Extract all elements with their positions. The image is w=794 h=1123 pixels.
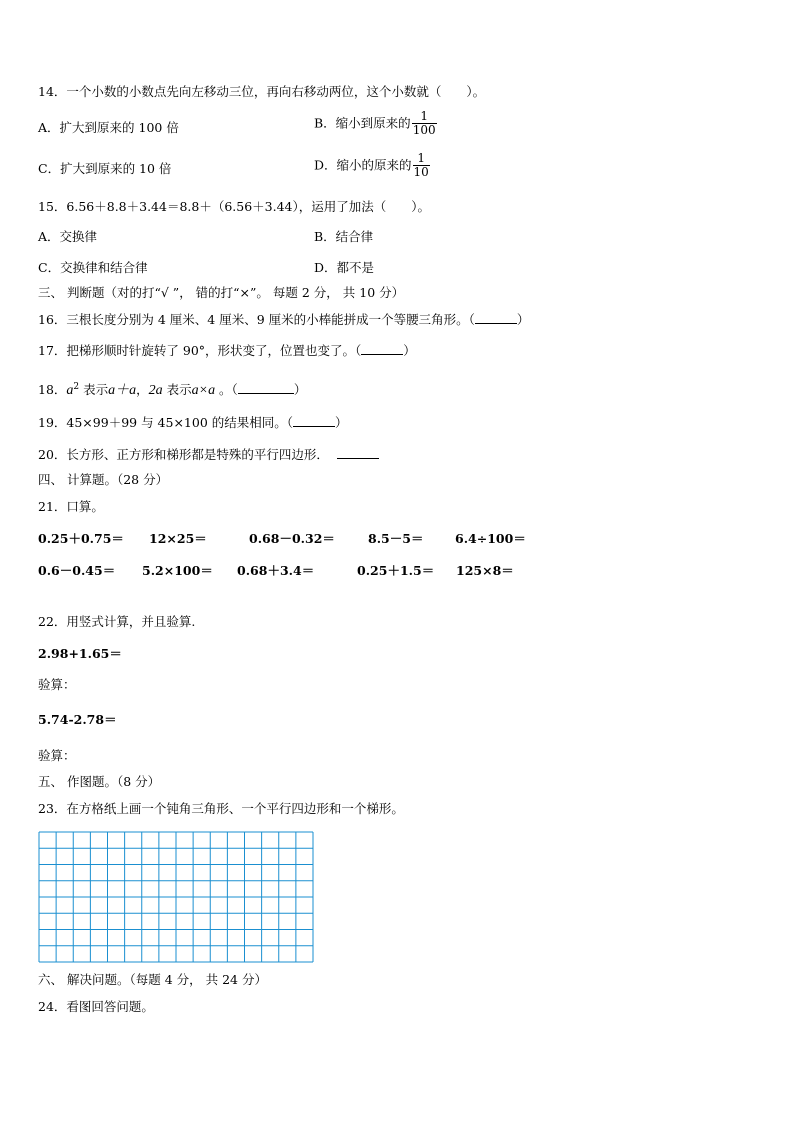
question-21: 21．口算。 [38, 499, 104, 514]
answer-blank[interactable] [238, 393, 294, 394]
oral-calc-item: 0.6－0.45＝ [38, 563, 116, 578]
section-3-heading: 三、 判断题（对的打“√ ”， 错的打“×”。 每题 2 分， 共 10 分） [38, 285, 405, 300]
q14-option-c: C．扩大到原来的 10 倍 [38, 161, 172, 176]
q15-option-b: B．结合律 [314, 229, 374, 244]
q22-check-label-a: 验算： [38, 677, 76, 692]
oral-calc-item: 5.2×100＝ [142, 563, 213, 578]
answer-blank[interactable] [361, 354, 403, 355]
question-22: 22．用竖式计算，并且验算. [38, 614, 196, 629]
oral-calc-item: 12×25＝ [149, 531, 207, 546]
q14-d-fraction: $\frac{1}{10}$ [413, 151, 429, 179]
q14-option-a: A．扩大到原来的 100 倍 [38, 120, 179, 135]
q14-option-b: B．缩小到原来的 $\frac{1}{100}$ [314, 109, 436, 137]
answer-blank[interactable] [293, 426, 335, 427]
answer-blank[interactable] [475, 323, 517, 324]
question-18: 18．$a^2$ 表示a＋a，2a 表示a×a 。（ ） [38, 382, 307, 399]
oral-calc-item: 0.25＋1.5＝ [357, 563, 435, 578]
question-23: 23．在方格纸上画一个钝角三角形、一个平行四边形和一个梯形。 [38, 801, 404, 816]
oral-calc-item: 0.68＋3.4＝ [237, 563, 315, 578]
q22-expression-a: 2.98+1.65＝ [38, 646, 122, 661]
oral-calc-item: 8.5－5＝ [368, 531, 424, 546]
q22-check-label-b: 验算： [38, 748, 76, 763]
section-5-heading: 五、 作图题。（8 分） [38, 774, 161, 789]
question-19: 19．45×99＋99 与 45×100 的结果相同。（ ） [38, 415, 348, 430]
q22-expression-b: 5.74-2.78＝ [38, 712, 117, 727]
oral-calc-item: 0.25＋0.75＝ [38, 531, 124, 546]
q15-option-c: C．交换律和结合律 [38, 260, 148, 275]
q15-option-d: D．都不是 [314, 260, 375, 275]
question-24: 24．看图回答问题。 [38, 999, 154, 1014]
oral-calc-item: 125×8＝ [456, 563, 514, 578]
oral-calc-item: 6.4÷100＝ [455, 531, 526, 546]
question-14-stem: 14．一个小数的小数点先向左移动三位，再向右移动两位，这个小数就（ ）。 [38, 84, 486, 99]
section-6-heading: 六、 解决问题。（每题 4 分， 共 24 分） [38, 972, 267, 987]
question-17: 17．把梯形顺时针旋转了 90°，形状变了，位置也变了。（ ） [38, 343, 416, 358]
answer-blank[interactable] [337, 458, 379, 459]
question-20: 20．长方形、正方形和梯形都是特殊的平行四边形． [38, 447, 379, 463]
section-4-heading: 四、 计算题。（28 分） [38, 472, 169, 487]
q14-option-d: D．缩小的原来的 $\frac{1}{10}$ [314, 151, 429, 179]
question-16: 16．三根长度分别为 4 厘米、4 厘米、9 厘米的小棒能拼成一个等腰三角形。（ ） [38, 312, 530, 327]
q15-option-a: A．交换律 [38, 229, 98, 244]
grid-paper[interactable] [38, 831, 314, 963]
question-15-stem: 15．6.56＋8.8＋3.44＝8.8＋（6.56＋3.44），运用了加法（ ）。 [38, 199, 430, 214]
oral-calc-item: 0.68－0.32＝ [249, 531, 335, 546]
q14-b-fraction: $\frac{1}{100}$ [412, 109, 436, 137]
